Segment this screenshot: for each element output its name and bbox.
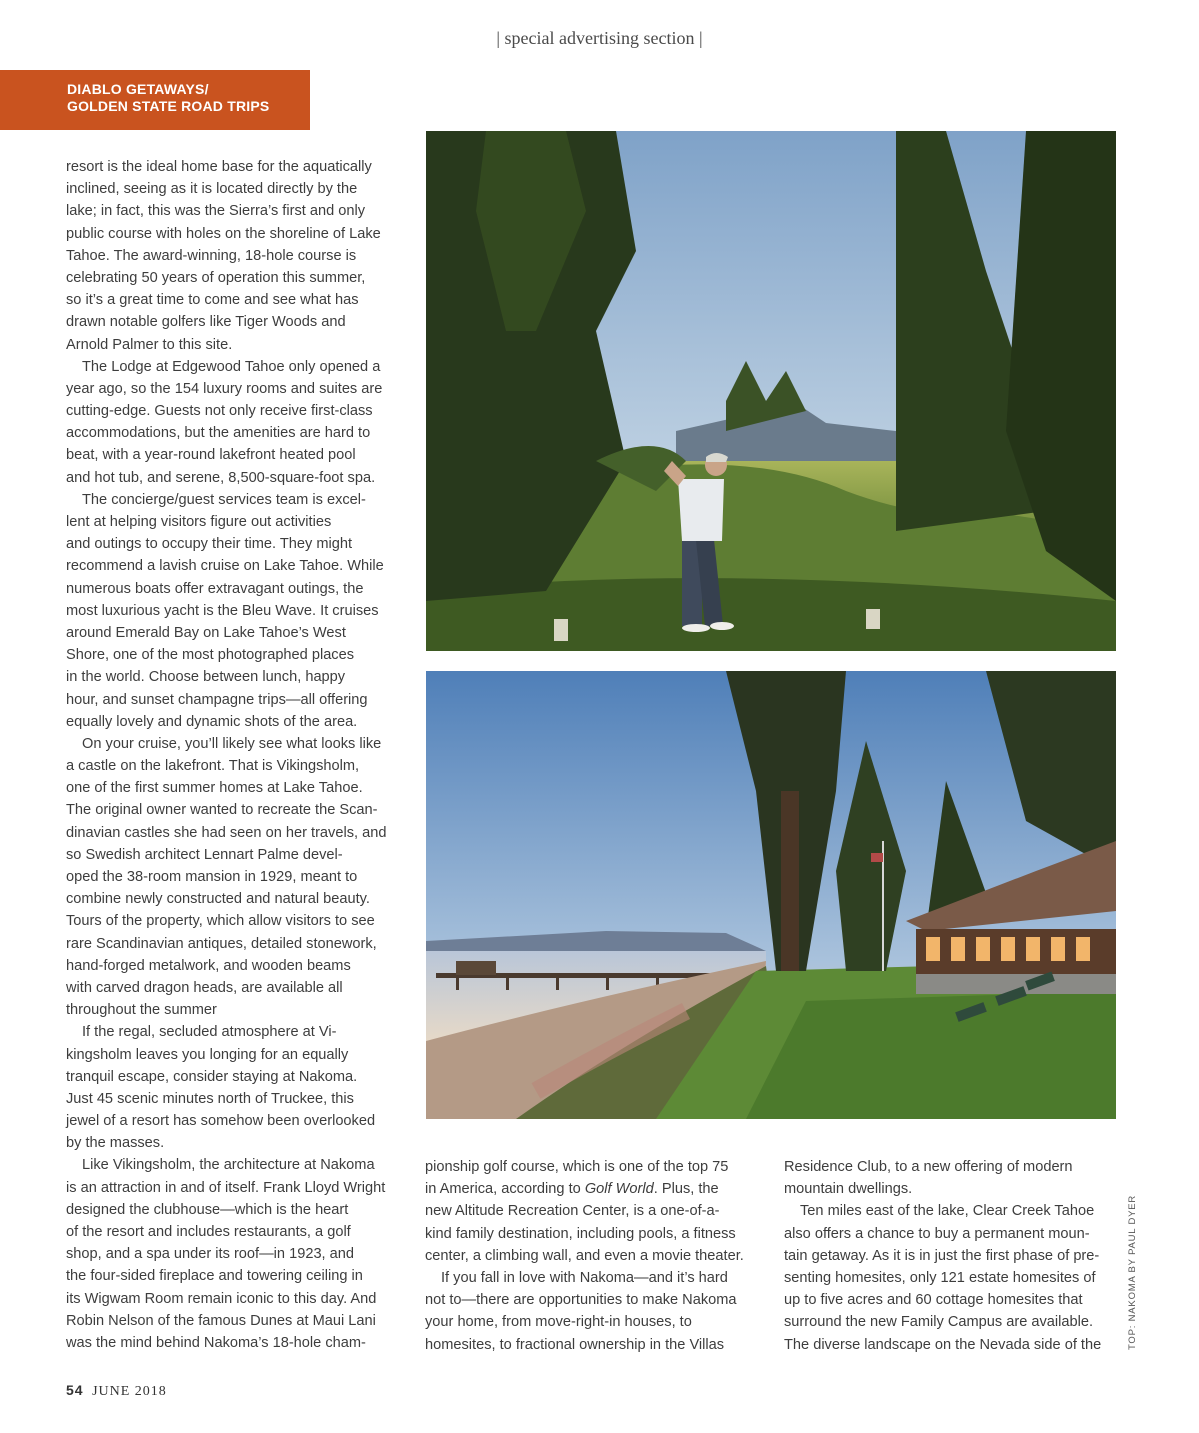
text-line-content: If the regal, secluded atmosphere at Vi- xyxy=(82,1024,337,1041)
text-line-content: tain getaway. As it is in just the first phase of pre- xyxy=(784,1247,1100,1264)
text-line-content: mountain dwellings. xyxy=(784,1181,913,1198)
text-line xyxy=(66,1288,406,1310)
text-line xyxy=(66,578,406,600)
text-line-content: center, a climbing wall, and even a movie theater. xyxy=(425,1247,744,1264)
text-line xyxy=(784,1200,1124,1222)
text-line xyxy=(66,156,406,178)
text-line xyxy=(66,799,406,821)
text-line-continuation: . Plus, the xyxy=(653,1181,719,1198)
text-line-content: oped the 38-room mansion in 1929, meant to xyxy=(66,869,358,885)
text-line-content: most luxurious yacht is the Bleu Wave. It cruises xyxy=(66,602,379,619)
text-line-content: recommend a lavish cruise on Lake Tahoe. While xyxy=(66,558,384,575)
text-line-content: a castle on the lakefront. That is Vikingsholm, xyxy=(66,758,360,775)
text-line-content: inclined, seeing as it is located directly by the xyxy=(66,181,358,198)
text-line-content: also offers a chance to buy a permanent moun- xyxy=(784,1225,1090,1242)
text-line xyxy=(66,422,406,444)
text-line-content: Robin Nelson of the famous Dunes at Maui Lani xyxy=(66,1312,376,1329)
publication-title: Golf World xyxy=(584,1181,654,1198)
text-line xyxy=(425,1200,765,1222)
text-line xyxy=(66,711,406,733)
text-line xyxy=(784,1223,1124,1245)
text-line-content: jewel of a resort has somehow been overlooked xyxy=(66,1113,376,1130)
text-line-content: resort is the ideal home base for the aquatically xyxy=(66,159,372,175)
text-line-content: Arnold Palmer to this site. xyxy=(66,336,233,353)
text-line-content: accommodations, but the amenities are hard to xyxy=(66,425,371,442)
section-header: | special advertising section | xyxy=(496,28,703,48)
section-tag-line-2: GOLDEN STATE ROAD TRIPS xyxy=(67,98,270,114)
text-line xyxy=(66,733,406,755)
text-line xyxy=(66,267,406,289)
text-line-content: up to five acres and 60 cottage homesites that xyxy=(784,1292,1083,1309)
text-line-content: homesites, to fractional ownership in the Villas xyxy=(425,1336,725,1353)
text-line xyxy=(66,955,406,977)
text-line-content: Shore, one of the most photographed places xyxy=(66,647,355,664)
text-line-content: by the masses. xyxy=(66,1135,165,1152)
text-line-content: and outings to occupy their time. They might xyxy=(66,536,353,553)
text-line xyxy=(66,378,406,400)
text-line xyxy=(66,223,406,245)
text-line-content: designed the clubhouse—which is the heart xyxy=(66,1201,349,1218)
text-line-content: Tours of the property, which allow visitors to see xyxy=(66,913,375,930)
text-line xyxy=(66,444,406,466)
text-line-content: surround the new Family Campus are available. xyxy=(784,1314,1094,1331)
page-folio xyxy=(66,1382,167,1400)
text-line-content: beat, with a year-round lakefront heated pool xyxy=(66,447,356,464)
text-line-content: year ago, so the 154 luxury rooms and suites are xyxy=(66,380,383,397)
left-text-column xyxy=(66,156,406,1354)
text-line xyxy=(66,933,406,955)
text-line-content: pionship golf course, which is one of the top 75 xyxy=(425,1159,729,1175)
right-text-column xyxy=(784,1156,1124,1356)
text-line-content: public course with holes on the shoreline of Lake xyxy=(66,225,381,242)
text-line xyxy=(66,689,406,711)
text-line-content: with carved dragon heads, are available all xyxy=(66,979,343,996)
text-line-content: so Swedish architect Lennart Palme devel- xyxy=(66,846,343,863)
text-line-content: one of the first summer homes at Lake Tahoe. xyxy=(66,780,363,797)
text-line xyxy=(66,311,406,333)
text-line xyxy=(784,1156,1124,1178)
text-line-content: hand-forged metalwork, and wooden beams xyxy=(66,957,351,974)
text-line xyxy=(66,822,406,844)
text-line xyxy=(66,245,406,267)
text-line xyxy=(66,1199,406,1221)
text-line-content: hour, and sunset champagne trips—all offering xyxy=(66,691,368,708)
text-line-content: and hot tub, and serene, 8,500-square-foot spa. xyxy=(66,469,376,486)
text-line-content: Just 45 scenic minutes north of Truckee, this xyxy=(66,1090,354,1107)
text-line-content: around Emerald Bay on Lake Tahoe’s West xyxy=(66,624,346,641)
text-line xyxy=(66,533,406,555)
text-line-content: numerous boats offer extravagant outings, the xyxy=(66,580,364,597)
text-line-content: senting homesites, only 121 estate homesites of xyxy=(784,1269,1096,1286)
text-line-content: If you fall in love with Nakoma—and it’s hard xyxy=(441,1269,728,1286)
text-line-content: new Altitude Recreation Center, is a one-of-a- xyxy=(425,1203,720,1220)
text-line xyxy=(66,777,406,799)
text-line-content: combine newly constructed and natural beauty. xyxy=(66,891,370,908)
text-line xyxy=(66,910,406,932)
text-line-content: Like Vikingsholm, the architecture at Nakoma xyxy=(82,1157,375,1174)
text-line xyxy=(66,489,406,511)
text-line xyxy=(66,977,406,999)
text-line-content: so it’s a great time to come and see what has xyxy=(66,292,359,309)
text-line-content: tranquil escape, consider staying at Nakoma. xyxy=(66,1068,358,1085)
text-line xyxy=(66,555,406,577)
text-line-content: throughout the summer xyxy=(66,1002,217,1019)
text-line xyxy=(66,644,406,666)
text-line-content: celebrating 50 years of operation this summer, xyxy=(66,269,366,286)
text-line xyxy=(66,511,406,533)
text-line-content: is an attraction in and of itself. Frank Lloyd Wright xyxy=(66,1179,386,1196)
text-line-content: drawn notable golfers like Tiger Woods and xyxy=(66,314,346,331)
photo-credit: TOP: NAKOMA BY PAUL DYER xyxy=(1127,1194,1138,1350)
text-line xyxy=(66,334,406,356)
text-line xyxy=(784,1311,1124,1333)
text-line-content: Residence Club, to a new offering of modern xyxy=(784,1159,1073,1175)
text-line xyxy=(66,1177,406,1199)
text-line-content: The original owner wanted to recreate the Scan- xyxy=(66,802,378,819)
text-line-content: not to—there are opportunities to make Nakoma xyxy=(425,1292,737,1309)
text-line xyxy=(66,866,406,888)
text-line xyxy=(66,622,406,644)
text-line xyxy=(66,356,406,378)
text-line-content: dinavian castles she had seen on her travels, and xyxy=(66,824,387,841)
section-tag-line-1: DIABLO GETAWAYS/ xyxy=(67,81,209,97)
text-line-content: The diverse landscape on the Nevada side of the xyxy=(784,1336,1102,1353)
text-line xyxy=(66,1021,406,1043)
text-line xyxy=(66,400,406,422)
text-line xyxy=(66,289,406,311)
text-line xyxy=(66,1132,406,1154)
text-line-content: kingsholm leaves you longing for an equally xyxy=(66,1046,349,1063)
text-line xyxy=(784,1289,1124,1311)
text-line-content: your home, from move-right-in houses, to xyxy=(425,1314,692,1331)
text-line xyxy=(66,467,406,489)
text-line-content: its Wigwam Room remain iconic to this day. And xyxy=(66,1290,377,1307)
text-line xyxy=(784,1334,1124,1356)
text-line xyxy=(784,1245,1124,1267)
text-line xyxy=(784,1267,1124,1289)
text-line xyxy=(66,1310,406,1332)
text-line-content: the four-sided fireplace and towering ceiling in xyxy=(66,1268,363,1285)
text-line xyxy=(66,666,406,688)
text-line-content: shop, and a spa under its roof—in 1923, and xyxy=(66,1246,355,1263)
text-line-content: Tahoe. The award-winning, 18-hole course is xyxy=(66,247,357,264)
text-line xyxy=(66,844,406,866)
text-line xyxy=(425,1223,765,1245)
text-line xyxy=(66,200,406,222)
text-line-content: was the mind behind Nakoma’s 18-hole cham- xyxy=(66,1334,366,1351)
text-line xyxy=(66,178,406,200)
text-line xyxy=(66,600,406,622)
text-line-content: rare Scandinavian antiques, detailed stonework, xyxy=(66,935,377,952)
text-line xyxy=(66,1154,406,1176)
text-line-content: lake; in fact, this was the Sierra’s first and only xyxy=(66,203,366,220)
text-line-content: in the world. Choose between lunch, happy xyxy=(66,669,346,686)
text-line xyxy=(66,755,406,777)
issue-date: JUNE 2018 xyxy=(92,1384,167,1399)
text-line xyxy=(425,1289,765,1311)
text-line-content: On your cruise, you’ll likely see what looks like xyxy=(82,735,382,752)
text-line-content: The concierge/guest services team is excel- xyxy=(82,491,366,508)
text-line-content: kind family destination, including pools, a fitness xyxy=(425,1225,736,1242)
section-tag xyxy=(0,70,310,130)
page-number: 54 xyxy=(66,1382,84,1398)
text-line xyxy=(784,1178,1124,1200)
text-line xyxy=(66,1243,406,1265)
text-line xyxy=(66,1088,406,1110)
text-line-content: equally lovely and dynamic shots of the area. xyxy=(66,713,358,730)
golf-course-photo xyxy=(426,131,1116,651)
text-line xyxy=(66,1332,406,1354)
text-line xyxy=(425,1245,765,1267)
text-line xyxy=(425,1311,765,1333)
text-line xyxy=(66,1265,406,1287)
text-line xyxy=(425,1334,765,1356)
text-line xyxy=(66,1110,406,1132)
text-line xyxy=(425,1156,765,1178)
text-line xyxy=(66,1221,406,1243)
text-line-content: The Lodge at Edgewood Tahoe only opened a xyxy=(82,358,381,375)
text-line-content: Ten miles east of the lake, Clear Creek Tahoe xyxy=(800,1203,1095,1220)
text-line-content: of the resort and includes restaurants, a golf xyxy=(66,1224,351,1240)
lakefront-lodge-photo xyxy=(426,671,1116,1119)
text-line xyxy=(425,1267,765,1289)
text-line-content: cutting-edge. Guests not only receive first-class xyxy=(66,403,373,420)
text-line xyxy=(66,888,406,910)
text-line xyxy=(425,1178,765,1200)
text-line-content: in America, according to xyxy=(425,1181,585,1198)
text-line xyxy=(66,999,406,1021)
text-line-content: lent at helping visitors figure out activities xyxy=(66,514,332,530)
middle-text-column xyxy=(425,1156,765,1356)
text-line xyxy=(66,1066,406,1088)
text-line xyxy=(66,1044,406,1066)
